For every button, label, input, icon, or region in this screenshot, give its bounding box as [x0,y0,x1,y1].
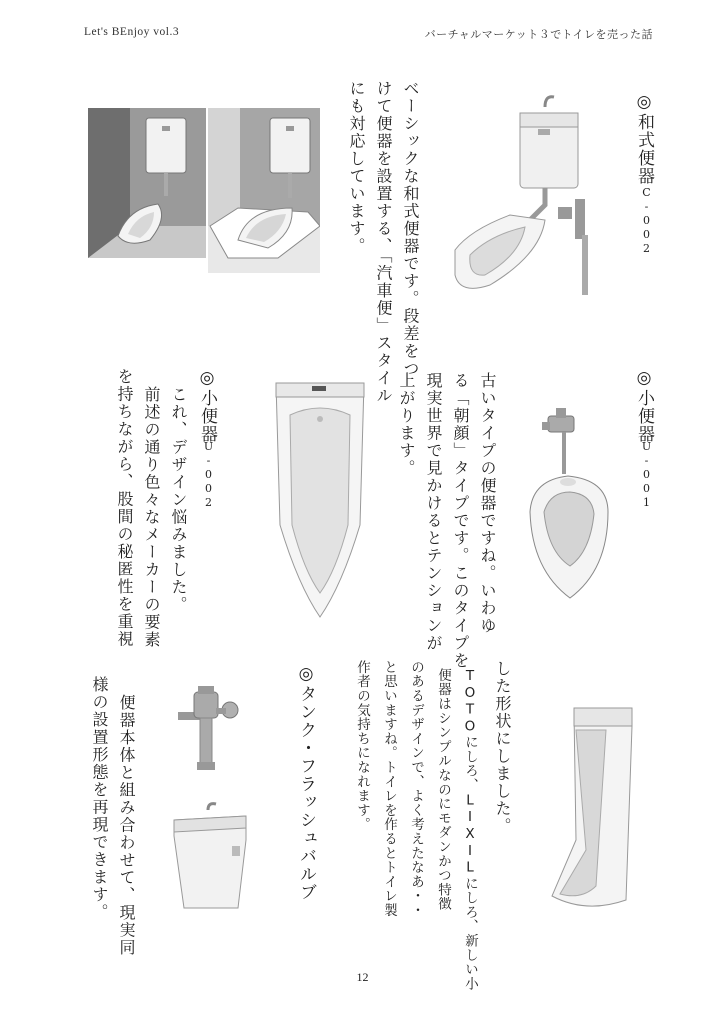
u001-line-3: 現実世界で見かけるとテンションが [424,372,443,652]
u002-line-1: これ、デザイン悩みました。 [169,386,188,614]
washiki-text [343,80,424,405]
code-u001: U-001 [640,440,653,510]
washiki-toilet-illustration [450,95,610,310]
code-u002: U-002 [202,440,215,510]
u002-continued-line-4: のあるデザインで、よく考えたなあ・・ [408,660,424,918]
header-article-title: バーチャルマーケット３でトイレを売った話 [424,28,653,41]
u002-continued-line-3: 便器はシンプルなのにモダンかつ特徴 [435,668,451,912]
urinal-u001-illustration [520,402,620,602]
flush-valve-illustration [172,682,252,772]
washiki-line-2: けて便器を設置する、「汽車便」スタイル [374,80,393,405]
u002-continued-line-1: した形状にしました。 [493,660,512,835]
page-number: 12 [356,970,369,984]
tank-text [86,676,140,957]
washiki-install-photo-1 [88,108,206,258]
tank-line-2: 様の設置形態を再現できます。 [90,676,109,921]
u002-continued-text [348,660,483,991]
urinal-u002-illustration [272,375,368,620]
urinal-u002-side-illustration [546,700,638,920]
u002-line-3: を持ちながら、股間の秘匿性を重視 [115,368,134,648]
washiki-install-photo-2 [208,108,320,273]
u001-line-4: 上がります。 [397,372,416,477]
washiki-line-3: にも対応しています。 [347,80,366,255]
u002-text [111,368,192,649]
u002-line-2: 前述の通り色々なメーカーの要素 [142,386,161,649]
tank-line-1: 便器本体と組み合わせて、現実同 [117,694,136,957]
u002-continued-line-5: と思いますね。トイレを作るとトイレ製 [381,660,397,918]
toilet-tank-illustration [170,800,250,912]
u002-continued-line-2: TOTOにしろ、LIXILにしろ、新しい小 [462,668,478,991]
code-c002: C-002 [640,186,653,256]
heading-washiki: ◎和式便器 [634,92,654,185]
washiki-line-1: ベーシックな和式便器です。段差をつ [401,80,420,378]
heading-u002: ◎小便器 [197,368,217,443]
u001-line-1: 古いタイプの便器ですね。いわゆ [478,372,497,635]
heading-u001: ◎小便器 [634,368,654,443]
u001-text [393,372,501,670]
u001-line-2: る「朝顔」タイプです。このタイプを [451,372,470,670]
header-magazine-title: Let's BEnjoy vol.3 [84,26,180,38]
u002-continued-line-6: 作者の気持ちになれます。 [354,660,370,832]
heading-tank: ◎タンク・フラッシュバルブ [296,664,316,901]
